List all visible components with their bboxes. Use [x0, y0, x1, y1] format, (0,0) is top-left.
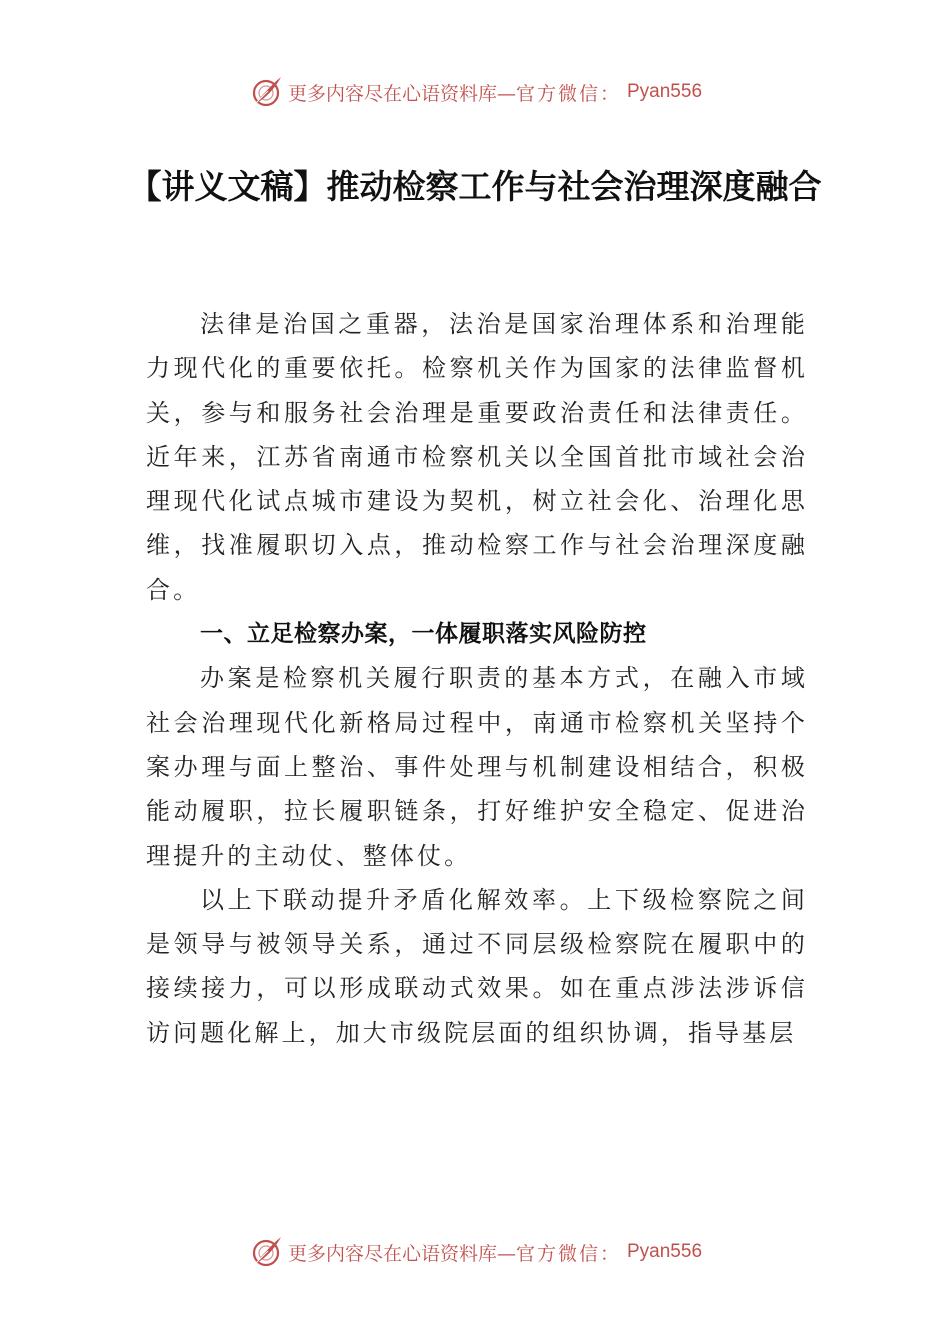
banner-wechat-label: 官方微信： — [515, 1242, 621, 1265]
paragraph-case-handling: 办案是检察机关履行职责的基本方式，在融入市域社会治理现代化新格局过程中，南通市检察机关坚持个案办理与面上整治、事件处理与机制建设相结合，积极能动履职，拉长履职链条，打好维护安全稳定、促进治理提升的主动仗、整体仗。 — [146, 664, 808, 870]
footer-banner — [0, 1232, 950, 1272]
paragraph-intro: 法律是治国之重器，法治是国家治理体系和治理能力现代化的重要依托。检察机关作为国家的法律监督机关，参与和服务社会治理是重要政治责任和法律责任。近年来，江苏省南通市检察机关以全国首批市域社会治理现代化试点城市建设为契机，树立社会化、治理化思维，找准履职切入点，推动检察工作与社会治理深度融合。 — [146, 310, 808, 604]
document-title: 【讲义文稿】推动检察工作与社会治理深度融合 — [128, 167, 822, 206]
feather-quill-logo-icon — [248, 1234, 284, 1270]
feather-quill-logo-icon — [248, 74, 284, 110]
section-heading-1: 一、立足检察办案，一体履职落实风险防控 — [200, 621, 647, 648]
banner-text: 更多内容尽在心语资料库— — [287, 1242, 516, 1265]
banner-wechat-id: Pyan556 — [627, 1241, 703, 1262]
header-banner — [0, 72, 950, 112]
banner-text: 更多内容尽在心语资料库— — [287, 82, 516, 105]
banner-wechat-label: 官方微信： — [515, 82, 621, 105]
paragraph-linkage: 以上下联动提升矛盾化解效率。上下级检察院之间是领导与被领导关系，通过不同层级检察院在履职中的接续接力，可以形成联动式效果。如在重点涉法涉诉信访问题化解上，加大市级院层面的组织协调，指导基层 — [146, 885, 808, 1047]
banner-wechat-id: Pyan556 — [627, 81, 703, 102]
document-body — [146, 302, 808, 1055]
